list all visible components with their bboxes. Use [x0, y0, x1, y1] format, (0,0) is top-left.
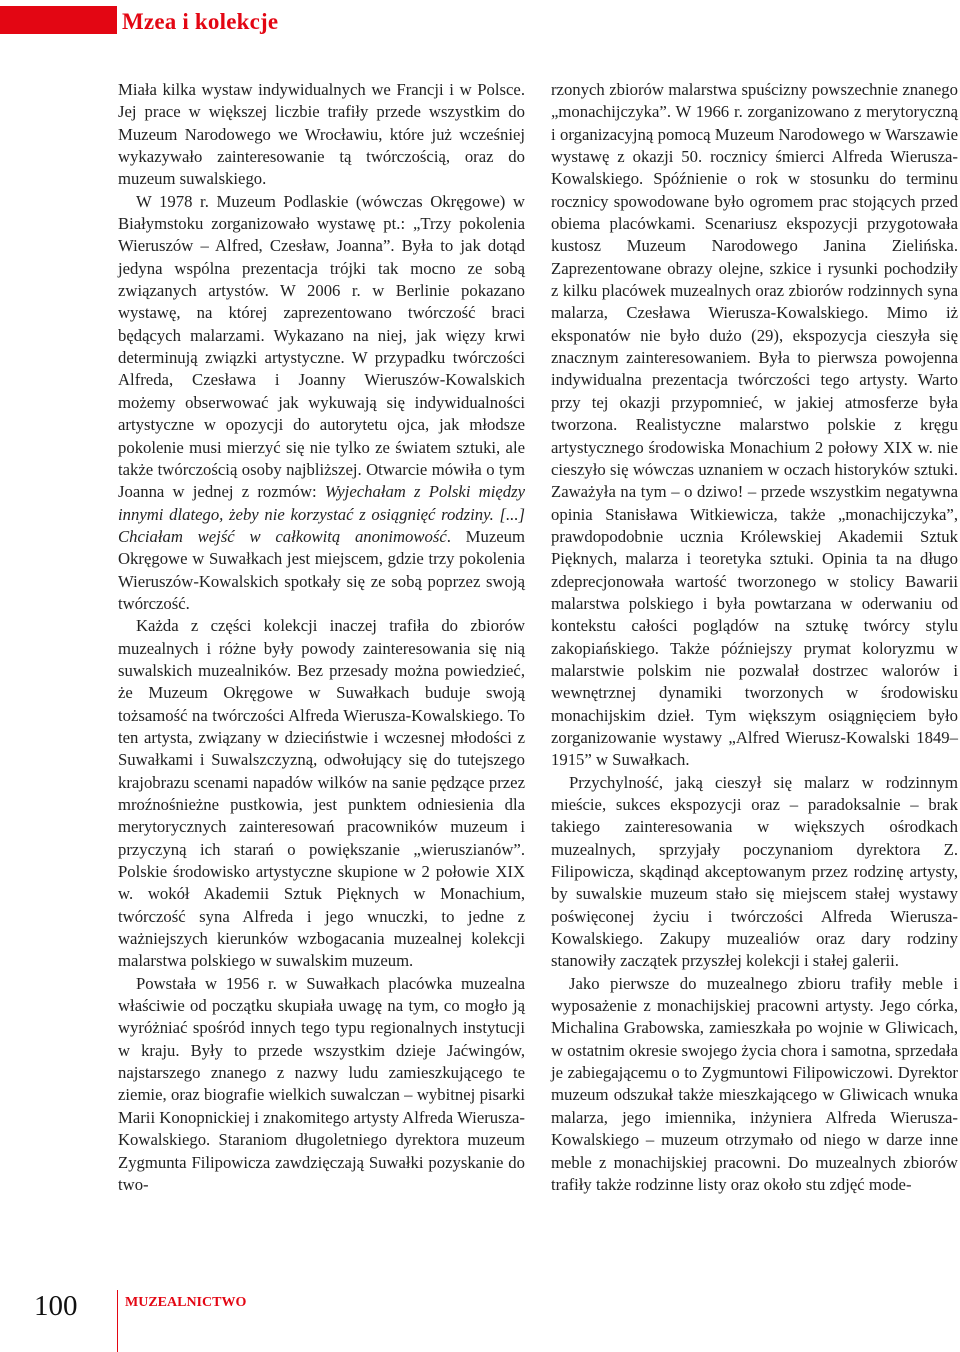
text-run: Miała kilka wystaw indywidualnych we Francji i w Polsce. Jej prace w większej liczbie trafiły przede wszystkim do Muzeum Narodowego we Wrocławiu, które już wcześniej wykazywało zainteresowanie tą twórczością, oraz do muzeum suwalskiego. — [118, 80, 525, 189]
text-run: Jako pierwsze do muzealnego zbioru trafiły meble i wyposażenie z monachijskiej pracowni artysty. Jego córka, Michalina Grabowska, zamieszkała po wojnie w Gliwicach, w ostatnim okresie swojego życia chora i samotna, sprzedała je zabiegającemu o to Zygmuntowi Filipowiczowi. Dyrektor muzeum odszukał także mieszkającego w Gliwicach wnuka malarza, jego imiennika, inżyniera Alfreda Wierusza-Kowalskiego – muzeum otrzymało od niego w darze inne meble z monachijskiej pracowni. Do muzealnych zbiorów trafiły także rodzinne listy oraz około stu zdjęć mode- — [551, 973, 958, 1194]
text-run: . Muzeum Okręgowe w Suwałkach jest miejscem, gdzie trzy pokolenia Wieruszów-Kowalskich spotkały się ze sobą poprzez swoją twórczość. — [118, 526, 525, 613]
paragraph — [118, 615, 525, 973]
text-run: W 1978 r. Muzeum Podlaskie (wówczas Okręgowe) w Białymstoku zorganizowało wystawę pt.: „Trzy pokolenia Wieruszów – Alfred, Czesław, Joanna”. Była to jak dotąd jedyna wspólna prezentacja trójki tak mocno ze sobą związanych artystów. W 2006 r. w Berlinie pokazano wystawę, na której zaprezentowano twórczość braci będących malarzami. Wykazano na niej, jak więzy krwi determinują związki artystyczne. W przypadku twórczości Alfreda, Czesława i Joanny Wieruszów-Kowalskich możemy obserwować jak wykuwają się indywidualności artystyczne w opozycji do autorytetu ojca, jak młodsze pokolenie musi mierzyć się nie tylko ze światem sztuki, ale także twórczością osoby najbliższej. Otwarcie mówiła o tym Joanna w jednej z rozmów: — [118, 191, 525, 502]
italic-quote: Wyjechałam z Polski między innymi dlatego, żeby nie korzystać z osiągnięć rodziny. [...] Chciałam wejść w całkowitą anonimowość — [118, 482, 525, 546]
text-run: Każda z części kolekcji inaczej trafiła do zbiorów muzealnych i różne były powody zainteresowania się nią suwalskich muzealników. Bez przesady można powiedzieć, że Muzeum Okręgowe w Suwałkach buduje swoją tożsamość na twórczości Alfreda Wierusza-Kowalskiego. To ten artysta, związany w dzieciństwie i wczesnej młodości z Suwałkami i Suwalszczyzną, odwołujący się do tutejszego krajobrazu scenami napadów wilków na sanie pędzące przez mroźnośnieżne pustkowia, jest punktem odniesienia dla merytorycznych zainteresowań pracowników muzeum i przyczyną ich starań o powiększanie „wieruszianów”. Polskie środowisko artystyczne skupione w 2 połowie XIX w. wokół Akademii Sztuk Pięknych w Monachium, twórczość syna Alfreda i jego wnuczki, to jedne z ważniejszych kierunków wzbogacania muzealnej kolekcji malarstwa polskiego w suwalskim muzeum. — [118, 616, 525, 971]
text-run: Przychylność, jaką cieszył się malarz w rodzinnym mieście, sukces ekspozycji oraz – paradoksalnie – brak takiego zainteresowania w większych ośrodkach muzealnych, sprzyjały poczynaniom dyrektora Z. Filipowicza, skądinąd akceptowanym przez rodzinę artysty, by suwalskie muzeum stało się miejscem stałej wystawy poświęconej życiu i twórczości Alfreda Wierusza-Kowalskiego. Zakupy muzealiów oraz dary rodziny stanowiły zaczątek przyszłej kolekcji i stałej galerii. — [551, 772, 958, 971]
article-column-left — [118, 79, 525, 1196]
paragraph — [551, 973, 958, 1196]
paragraph — [118, 973, 525, 1196]
paragraph — [551, 79, 958, 772]
journal-name: MUZEALNICTWO — [125, 1295, 247, 1310]
article-column-right — [551, 79, 958, 1196]
page-number: 100 — [34, 1290, 78, 1322]
text-run: rzonych zbiorów malarstwa spuścizny powszechnie znanego „monachijczyka”. W 1966 r. zorganizowano z merytoryczną i organizacyjną pomocą Muzeum Narodowego w Warszawie wystawę z okazji 50. rocznicy śmierci Alfreda Wierusza-Kowalskiego. Spóźnienie o rok w stosunku do terminu rocznicy spowodowane było ogromem prac stojących przed obiema placówkami. Scenariusz ekspozycji przygotowała kustosz Muzeum Narodowego Janina Zielińska. Zaprezentowane obrazy olejne, szkice i rysunki pochodziły z kilku placówek muzealnych oraz zbiorów rodzinnych syna malarza, Czesława Wierusza-Kowalskiego. Mimo iż eksponatów nie było dużo (29), ekspozycja cieszyła się znacznym zainteresowaniem. Była to pierwsza powojenna indywidualna prezentacja twórczości tego artysty. Warto przy tej okazji przypomnieć, w jakiej atmosferze była tworzona. Realistyczne malarstwo polskie z kręgu artystycznego środowiska Monachium 2 połowy XIX w. nie cieszyło się wówczas uznaniem w oczach historyków sztuki. Zaważyła na tym – o dziwo! – przede wszystkim negatywna opinia Stanisława Witkiewicza, także „monachijczyka”, prawdopodobnie ucznia Królewskiej Akademii Sztuk Pięknych, malarza i teoretyka sztuki. Opinia ta na długo zdeprecjonowała wartość tworzonego w stolicy Bawarii malarstwa polskiego i była powtarzana w oderwaniu od kontekstu całości poglądów na sztukę twórcy stylu zakopiańskiego. Także późniejszy prymat koloryzmu w malarstwie polskim nie pozwalał dostrzec walorów i wewnętrznej dynamiki tworzonych w środowisku monachijskim dzieł. Tym większym osiągnięciem było zorganizowanie wystawy „Alfred Wierusz-Kowalski 1849–1915” w Suwałkach. — [551, 80, 958, 770]
text-run: Powstała w 1956 r. w Suwałkach placówka muzealna właściwie od początku skupiała uwagę na tym, co mogło ją wyróżniać spośród innych tego typu regionalnych instytucji w kraju. Były to przede wszystkim dzieje Jaćwingów, najstarszego znanego z nazwy ludu zamieszkującego te ziemie, oraz biografie wielkich suwalczan – wybitnej pisarki Marii Konopnickiej i znakomitego artysty Alfreda Wierusza-Kowalskiego. Staraniom długoletniego dyrektora muzeum Zygmunta Filipowicza zawdzięczają Suwałki pozyskanie do two- — [118, 973, 525, 1194]
paragraph — [551, 772, 958, 973]
header-red-bar — [0, 6, 117, 34]
paragraph — [118, 191, 525, 616]
footer-divider — [117, 1290, 118, 1352]
section-title: Mzea i kolekcje — [122, 9, 279, 34]
paragraph — [118, 79, 525, 191]
